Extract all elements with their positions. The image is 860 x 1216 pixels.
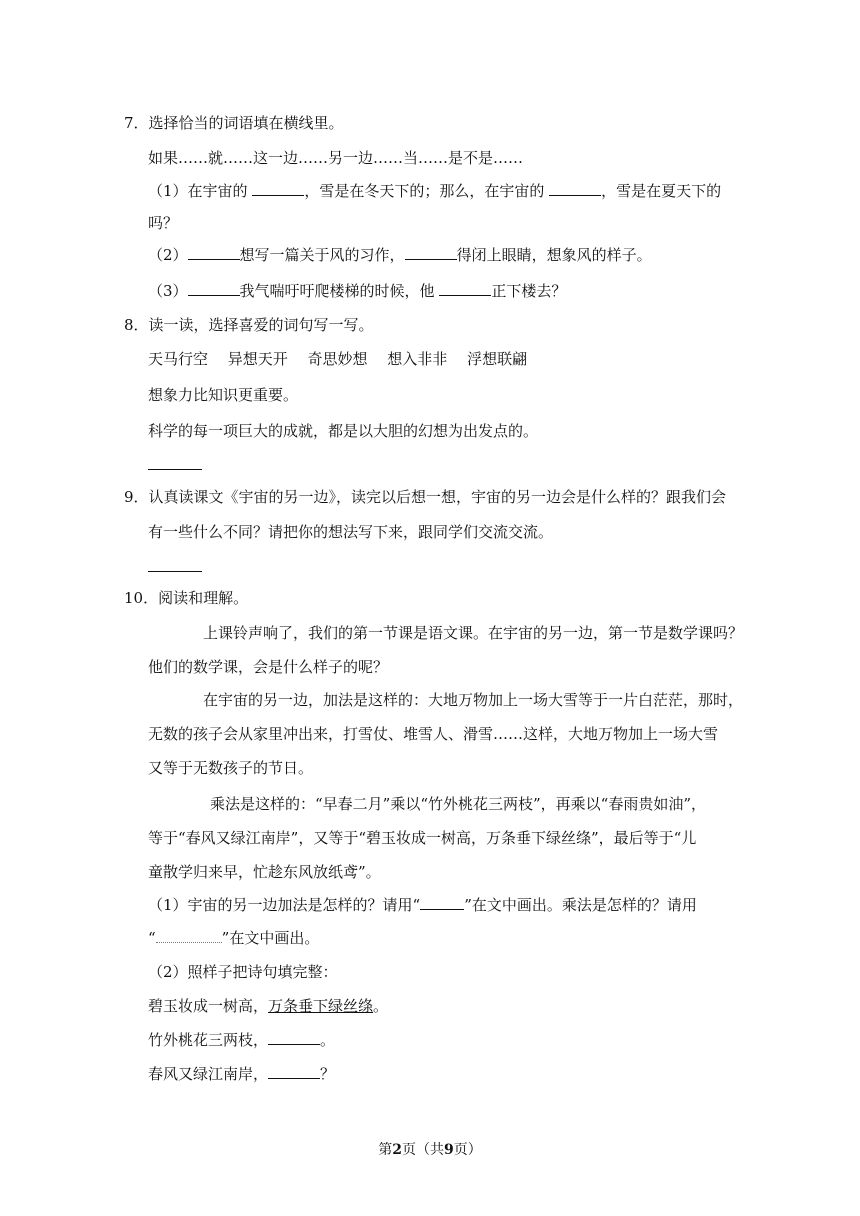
q10-p3-line-2: 等于“春风又绿江南岸”，又等于“碧玉妆成一树高，万条垂下绿丝绦”，最后等于“儿 — [148, 829, 697, 847]
q10-poem3-text-a: 春风又绿江南岸， — [148, 1065, 269, 1083]
footer-page-number: 2 — [392, 1142, 402, 1158]
q10-poem3-blank[interactable] — [268, 1064, 320, 1079]
q10-sub1-text-b: ”在文中画出。乘法是怎样的？请用 — [464, 896, 697, 914]
q7-s2-text-c: 得闭上眼睛，想象风的样子。 — [456, 246, 652, 264]
q10-poem1-text-a: 碧玉妆成一树高， — [148, 997, 269, 1015]
q10-poem2-text-c: 。 — [320, 1031, 336, 1049]
q7-s1-text-b: ，雪是在冬天下的；那么，在宇宙的 — [304, 182, 545, 200]
q8-title: 8．读一读，选择喜爱的词句写一写。 — [124, 316, 374, 334]
q7-s1-text-a: （1）在宇宙的 — [148, 182, 248, 200]
q7-s2-text-a: （2） — [148, 246, 188, 264]
q7-s2-blank-1[interactable] — [188, 245, 240, 260]
footer-pre: 第 — [378, 1142, 393, 1158]
q10-poem-2 — [148, 1030, 335, 1050]
q10-sub1-text-c: “ — [148, 929, 156, 947]
q10-poem3-text-c: ？ — [320, 1065, 336, 1083]
q10-sub1-text-d: ”在文中画出。 — [221, 929, 320, 947]
q10-sub-1 — [148, 895, 697, 915]
q9-line-1: 9．认真读课文《宇宙的另一边》，读完以后想一想，宇宙的另一边会是什么样的？跟我们会 — [124, 488, 727, 506]
q10-sub1-wavy-line-sample — [156, 930, 222, 943]
q10-poem-1 — [148, 996, 388, 1016]
q10-poem1-text-c: 。 — [373, 997, 389, 1015]
q7-options: 如果……就……这一边……另一边……当……是不是…… — [148, 149, 524, 167]
footer-post: 页） — [453, 1142, 482, 1158]
q7-s3-text-c: 正下楼去？ — [491, 282, 567, 300]
q9-answer-line[interactable] — [148, 571, 202, 572]
q10-p1-line-1: 上课铃声响了，我们的第一节课是语文课。在宇宙的另一边，第一节是数学课吗？ — [203, 624, 744, 642]
q7-title: 7．选择恰当的词语填在横线里。 — [124, 114, 344, 132]
q10-sub-1-cont — [148, 928, 319, 948]
q10-p2-line-3: 又等于无数孩子的节日。 — [148, 759, 314, 777]
q7-sentence-1-cont: 吗？ — [148, 214, 179, 232]
page-footer — [0, 1140, 860, 1160]
footer-mid: 页（共 — [402, 1142, 444, 1158]
q10-p2-line-1: 在宇宙的另一边，加法是这样的：大地万物加上一场大雪等于一片白茫茫，那时， — [203, 691, 744, 709]
q10-poem2-blank[interactable] — [268, 1030, 320, 1045]
q10-p3-line-1: 乘法是这样的：“早春二月”乘以“竹外桃花三两枝”，再乘以“春雨贵如油”， — [210, 795, 707, 813]
q10-sub1-text-a: （1）宇宙的另一边加法是怎样的？请用“ — [148, 896, 421, 914]
q9-line-2: 有一些什么不同？请把你的想法写下来，跟同学们交流交流。 — [148, 523, 554, 541]
q7-s3-text-b: 我气喘吁吁爬楼梯的时候，他 — [239, 282, 435, 300]
q10-poem-3 — [148, 1064, 335, 1084]
q10-sub1-straight-line-sample — [420, 895, 464, 910]
q7-s3-text-a: （3） — [148, 282, 188, 300]
q10-p3-line-3: 童散学归来早，忙趁东风放纸鸢”。 — [148, 863, 381, 881]
q7-s1-blank-1[interactable] — [252, 181, 304, 196]
q10-p2-line-2: 无数的孩子会从家里冲出来，打雪仗、堆雪人、滑雪……这样，大地万物加上一场大雪 — [148, 725, 719, 743]
q8-answer-line[interactable] — [148, 469, 202, 470]
q10-poem1-example-answer: 万条垂下绿丝绦 — [268, 997, 374, 1015]
q7-s3-blank-1[interactable] — [188, 281, 240, 296]
q7-s1-blank-2[interactable] — [549, 181, 601, 196]
q10-poem2-text-a: 竹外桃花三两枝， — [148, 1031, 269, 1049]
q7-s2-blank-2[interactable] — [405, 245, 457, 260]
q10-title: 10．阅读和理解。 — [124, 589, 249, 607]
q8-words: 天马行空 异想天开 奇思妙想 想入非非 浮想联翩 — [148, 350, 528, 368]
q7-s1-text-c: ，雪是在夏天下的 — [601, 182, 722, 200]
q8-quote-2: 科学的每一项巨大的成就，都是以大胆的幻想为出发点的。 — [148, 422, 539, 440]
q7-sentence-2 — [148, 245, 652, 265]
q10-p1-line-2: 他们的数学课，会是什么样子的呢？ — [148, 658, 389, 676]
footer-total-pages: 9 — [444, 1142, 454, 1158]
q7-sentence-3 — [148, 281, 566, 301]
q10-sub-2-title: （2）照样子把诗句填完整： — [148, 963, 338, 981]
q7-s3-blank-2[interactable] — [439, 281, 491, 296]
q8-quote-1: 想象力比知识更重要。 — [148, 386, 299, 404]
q7-sentence-1 — [148, 181, 721, 201]
q7-s2-text-b: 想写一篇关于风的习作， — [239, 246, 405, 264]
